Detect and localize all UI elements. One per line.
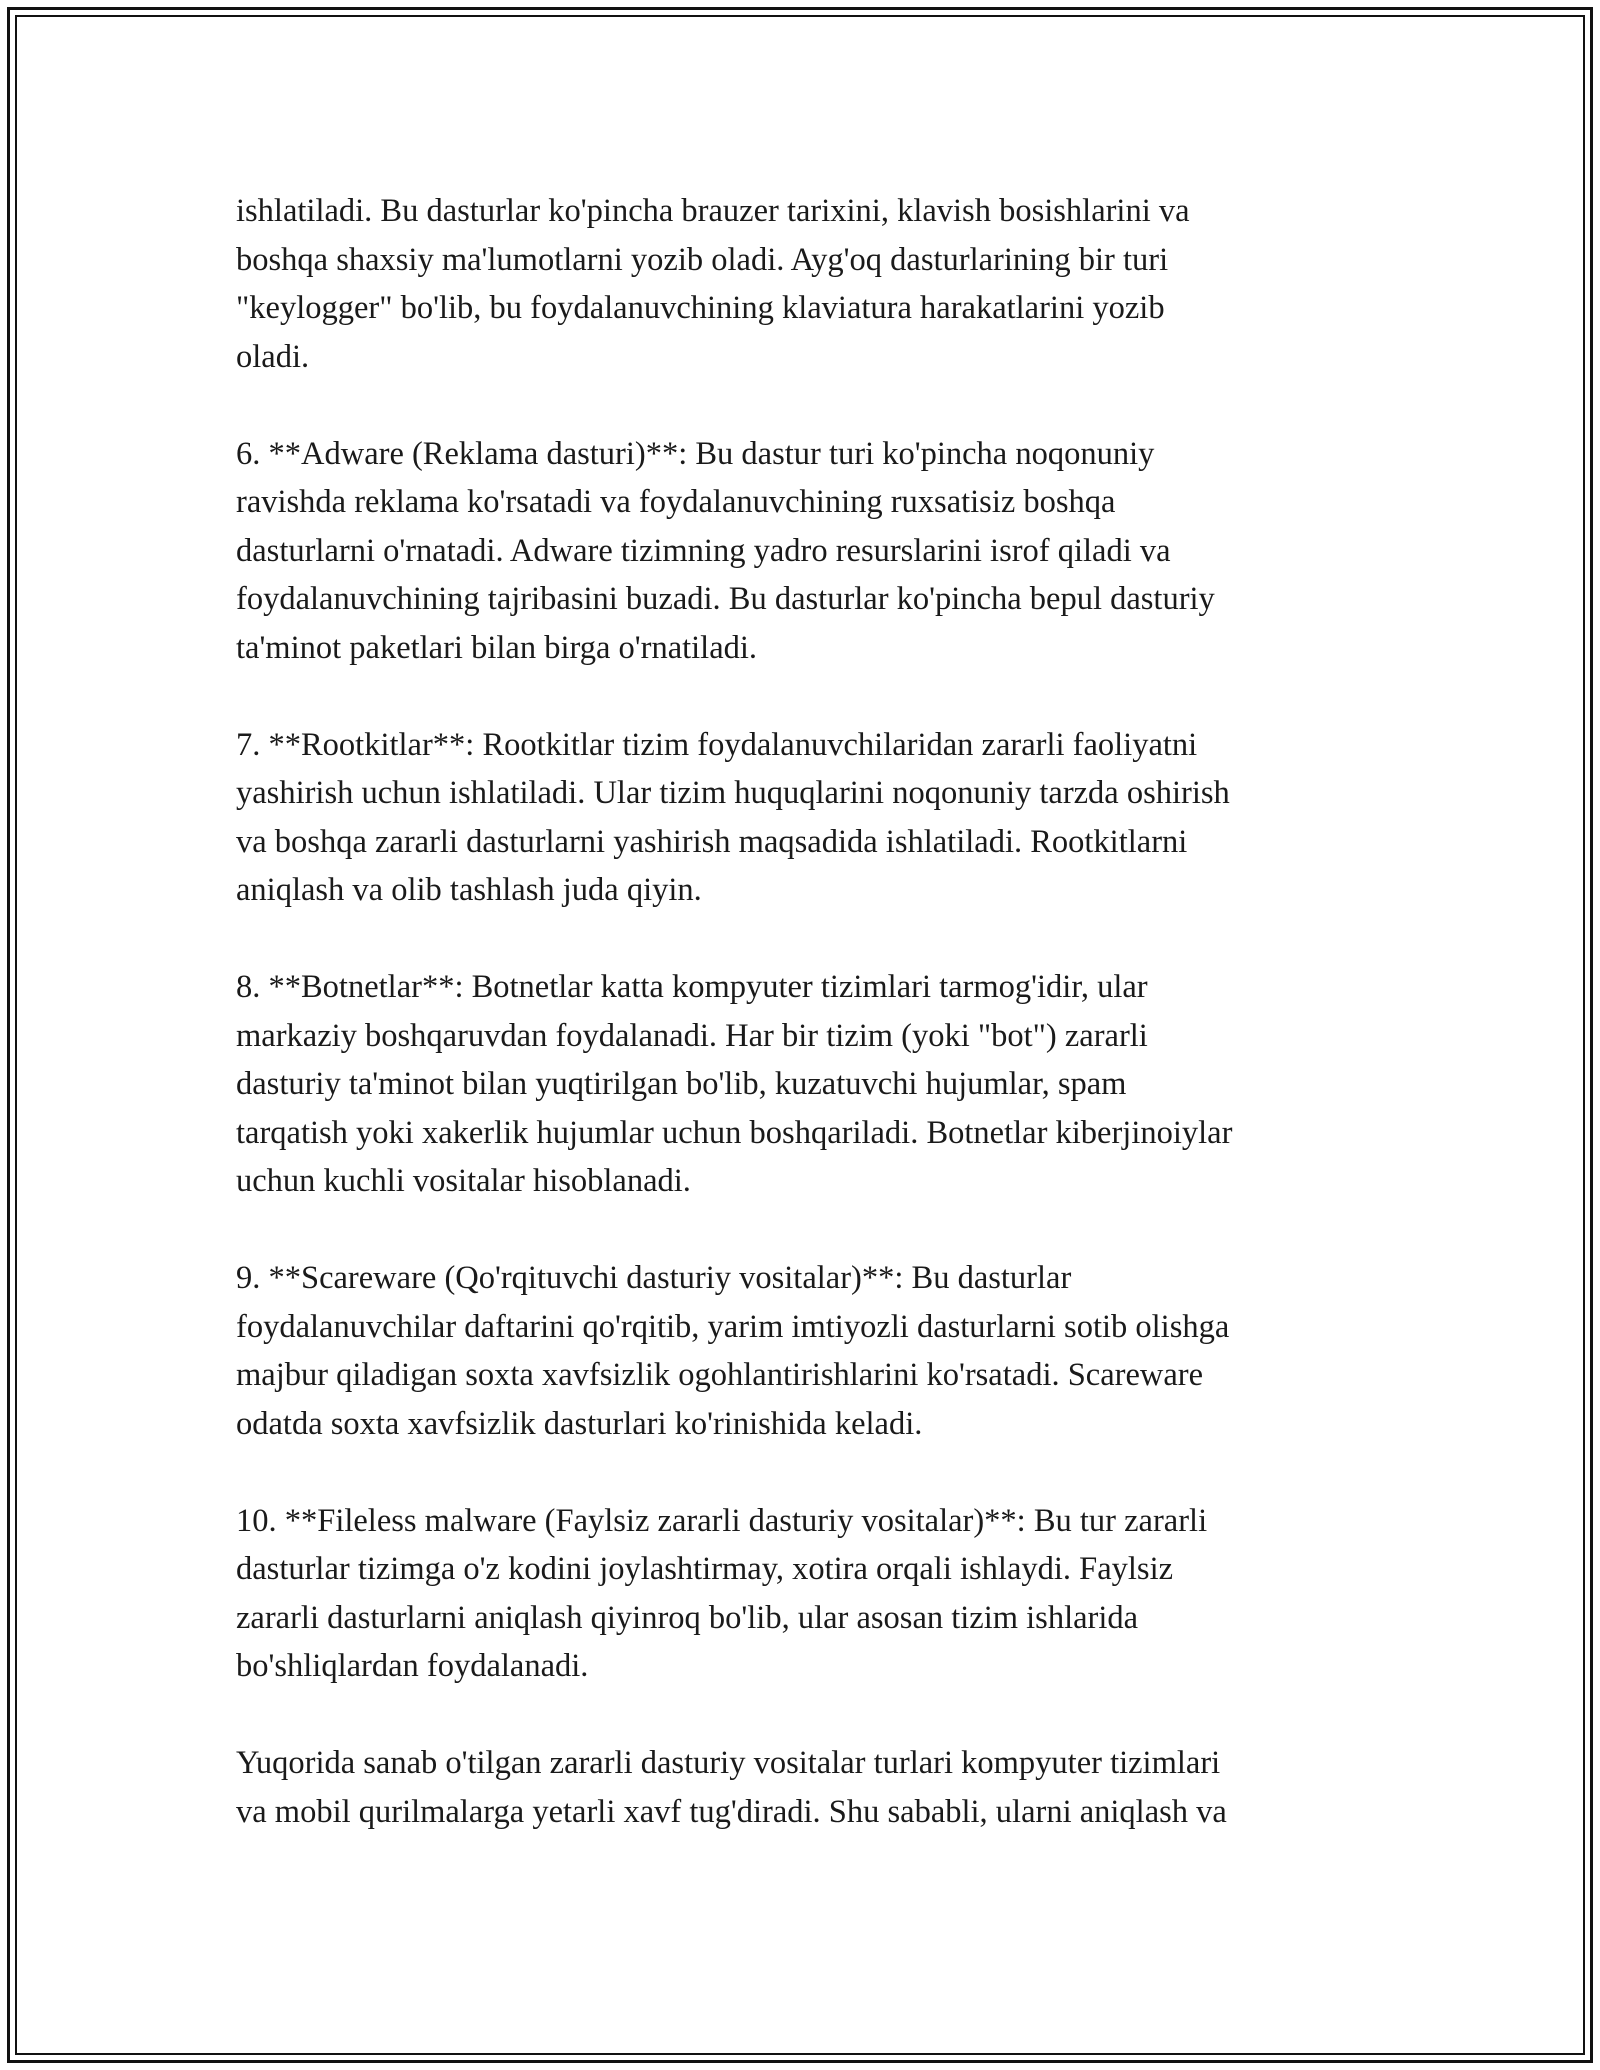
text-line: yashirish uchun ishlatiladi. Ular tizim huquqlarini noqonuniy tarzda oshirish	[236, 775, 1230, 811]
text-line: odatda soxta xavfsizlik dasturlari ko'rinishida keladi.	[236, 1405, 923, 1442]
text-line: 9. **Scareware (Qo'rqituvchi dasturiy vositalar)**: Bu dasturlar	[236, 1260, 1072, 1296]
text-line: ta'minot paketlari bilan birga o'rnatiladi.	[236, 629, 758, 666]
paragraph-scareware	[236, 1254, 1416, 1448]
text-line: dasturlarni o'rnatadi. Adware tizimning yadro resurslarini isrof qiladi va	[236, 532, 1171, 569]
text-line: 10. **Fileless malware (Faylsiz zararli dasturiy vositalar)**: Bu tur zararli	[236, 1502, 1208, 1539]
text-line: uchun kuchli vositalar hisoblanadi.	[236, 1163, 691, 1199]
text-line: 7. **Rootkitlar**: Rootkitlar tizim foydalanuvchilaridan zararli faoliyatni	[236, 726, 1198, 763]
text-line: bo'shliqlardan foydalanadi.	[236, 1648, 589, 1684]
text-line: "keylogger" bo'lib, bu foydalanuvchining klaviatura harakatlarini yozib	[236, 290, 1165, 326]
text-line: aniqlash va olib tashlash juda qiyin.	[236, 872, 702, 908]
paragraph-botnets	[236, 963, 1416, 1206]
text-line: va boshqa zararli dasturlarni yashirish maqsadida ishlatiladi. Rootkitlarni	[236, 823, 1188, 860]
text-line: 8. **Botnetlar**: Botnetlar katta kompyuter tizimlari tarmog'idir, ular	[236, 969, 1148, 1005]
text-line: tarqatish yoki xakerlik hujumlar uchun boshqariladi. Botnetlar kiberjinoiylar	[236, 1114, 1233, 1151]
text-line: Yuqorida sanab o'tilgan zararli dasturiy vositalar turlari kompyuter tizimlari	[236, 1745, 1221, 1781]
document-text	[236, 187, 1416, 1836]
text-line: dasturlar tizimga o'z kodini joylashtirmay, xotira orqali ishlaydi. Faylsiz	[236, 1551, 1174, 1587]
paragraph-rootkits	[236, 721, 1416, 915]
paragraph-spyware-continuation	[236, 187, 1416, 381]
text-line: majbur qiladigan soxta xavfsizlik ogohlantirishlarini ko'rsatadi. Scareware	[236, 1357, 1204, 1393]
text-line: foydalanuvchining tajribasini buzadi. Bu dasturlar ko'pincha bepul dasturiy	[236, 581, 1215, 617]
paragraph-fileless-malware	[236, 1497, 1416, 1691]
text-line: ishlatiladi. Bu dasturlar ko'pincha brauzer tarixini, klavish bosishlarini va	[236, 193, 1190, 229]
text-line: va mobil qurilmalarga yetarli xavf tug'diradi. Shu sababli, ularni aniqlash va	[236, 1793, 1227, 1830]
text-line: boshqa shaxsiy ma'lumotlarni yozib oladi. Ayg'oq dasturlarining bir turi	[236, 241, 1169, 278]
text-line: dasturiy ta'minot bilan yuqtirilgan bo'lib, kuzatuvchi hujumlar, spam	[236, 1066, 1127, 1102]
text-line: 6. **Adware (Reklama dasturi)**: Bu dastur turi ko'pincha noqonuniy	[236, 435, 1155, 472]
text-line: zararli dasturlarni aniqlash qiyinroq bo'lib, ular asosan tizim ishlarida	[236, 1599, 1139, 1636]
text-line: ravishda reklama ko'rsatadi va foydalanuvchining ruxsatisiz boshqa	[236, 484, 1116, 520]
text-line: oladi.	[236, 338, 310, 375]
paragraph-conclusion	[236, 1739, 1416, 1836]
text-line: foydalanuvchilar daftarini qo'rqitib, yarim imtiyozli dasturlarni sotib olishga	[236, 1308, 1230, 1345]
paragraph-adware	[236, 430, 1416, 673]
text-line: markaziy boshqaruvdan foydalanadi. Har bir tizim (yoki "bot") zararli	[236, 1017, 1148, 1054]
